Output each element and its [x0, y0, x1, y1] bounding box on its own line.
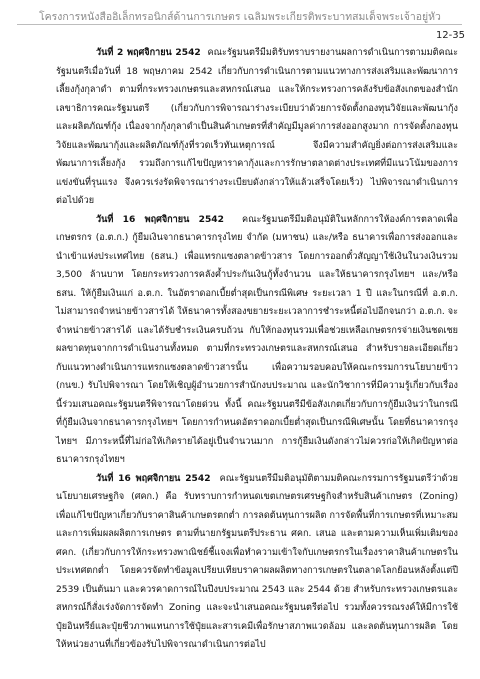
page-number: 12-35 [435, 30, 465, 41]
running-header-title: โครงการหนังสืออิเล็กทรอนิกส์ด้านการเกษตร เฉลิมพระเกียรติพระบาทสมเด็จพระเจ้าอยู่หัว [39, 11, 441, 23]
paragraph-text: คณะรัฐมนตรีมีมติรับทราบรายงานผลการดำเนินการตามมติคณะรัฐมนตรีเมื่อวันที่ 18 พฤษภาคม 2542 เกี่ยวกับการดำเนินการตามแนวทางการส่งเสริมและพัฒนาการเลี้ยงกุ้งกุลาดำ ตามที่กระทรวงเกษตรและสหกรณ์เสนอ และให้กระทรวงการคลังรับข้อสังเกตของสำนักเลขาธิการคณะรัฐมนตรี (เกี่ยวกับการพิจารณาร่างระเบียบว่าด้วยการจัดตั้งกองทุนวิจัยและพัฒนากุ้ง และผลิตภัณฑ์กุ้ง เนื่องจากกุ้งกุลาดำเป็นสินค้าเกษตรที่สำคัญมีมูลค่าการส่งออกสูงมาก การจัดตั้งกองทุนวิจัยและพัฒนากุ้งและผลิตภัณฑ์กุ้งที่รวดเร็วทันเหตุการณ์ จึงมีความสำคัญยิ่งต่อการส่งเสริมและพัฒนาการเลี้ยงกุ้ง รวมถึงการแก้ไขปัญหาราคากุ้งและการรักษาตลาดต่างประเทศที่มีแนวโน้มของการแข่งขันที่รุนแรง จึงควรเร่งรัดพิจารณาร่างระเบียบดังกล่าวให้แล้วเสร็จโดยเร็ว) ไปพิจารณาดำเนินการต่อไปด้วย [56, 48, 458, 206]
paragraph-resolution-16-nov-1999-zoning [56, 470, 458, 655]
paragraph-date: วันที่ 16 พฤศจิกายน 2542 [96, 214, 224, 225]
paragraph-text: คณะรัฐมนตรีมีมติอนุมัติในหลักการให้องค์การตลาดเพื่อเกษตรกร (อ.ต.ก.) กู้ยืมเงินจากธนาคารกรุงไทย จำกัด (มหาชน) และ/หรือ ธนาคารเพื่อการส่งออกและนำเข้าแห่งประเทศไทย (ธสน.) เพื่อแทรกแซงตลาดข้าวสาร โดยการออกตั๋วสัญญาใช้เงินในวงเงินรวม 3,500 ล้านบาท โดยกระทรวงการคลังค้ำประกันเงินกู้ทั้งจำนวน และให้ธนาคารกรุงไทยฯ และ/หรือ ธสน. ให้กู้ยืมเงินแก่ อ.ต.ก. ในอัตราดอกเบี้ยต่ำสุดเป็นกรณีพิเศษ ระยะเวลา 1 ปี และในกรณีที่ อ.ต.ก. ไม่สามารถจำหน่ายข้าวสารได้ ให้ธนาคารทั้งสองขยายระยะเวลาการชำระหนี้ต่อไปอีกจนกว่า อ.ต.ก. จะจำหน่ายข้าวสารได้ และได้รับชำระเงินครบถ้วน กับให้กองทุนรวมเพื่อช่วยเหลือเกษตรกรจ่ายเงินชดเชยผลขาดทุนจากการดำเนินงานทั้งหมด ตามที่กระทรวงเกษตรและสหกรณ์เสนอ สำหรับรายละเอียดเกี่ยวกับแนวทางดำเนินการแทรกแซงตลาดข้าวสารนั้น เพื่อความรอบคอบให้คณะกรรมการนโยบายข้าว (กนข.) รับไปพิจารณา โดยให้เชิญผู้อำนวยการสำนักงบประมาณ และนักวิชาการที่มีความรู้เกี่ยวกับเรื่องนี้ร่วมเสนอคณะรัฐมนตรีพิจารณาโดยด่วน ทั้งนี้ คณะรัฐมนตรีมีข้อสังเกตเกี่ยวกับการกู้ยืมเงินว่าในกรณีที่กู้ยืมเงินจากธนาคารกรุงไทยฯ โดยการกำหนดอัตราดอกเบี้ยต่ำสุดเป็นกรณีพิเศษนั้น โดยที่ธนาคารกรุงไทยฯ มีภาระหนี้ที่ไม่ก่อให้เกิดรายได้อยู่เป็นจำนวนมาก การกู้ยืมเงินดังกล่าวไม่ควรก่อให้เกิดปัญหาต่อธนาคารกรุงไทยฯ [56, 214, 458, 465]
document-body [56, 44, 458, 655]
header-divider [17, 24, 462, 25]
paragraph-text: คณะรัฐมนตรีมีมติอนุมัติตามมติคณะกรรมการรัฐมนตรีว่าด้วยนโยบายเศรษฐกิจ (ศคก.) คือ รับทราบการกำหนดเขตเกษตรเศรษฐกิจสำหรับสินค้าเกษตร (Zoning) เพื่อแก้ไขปัญหาเกี่ยวกับราคาสินค้าเกษตรตกต่ำ การลดต้นทุนการผลิต การจัดพื้นที่การเกษตรที่เหมาะสม และการเพิ่มผลผลิตการเกษตร ตามที่นายกรัฐมนตรีประธาน ศคก. เสนอ และตามความเห็นเพิ่มเติมของ ศคก. (เกี่ยวกับการให้กระทรวงพาณิชย์ชี้แจงเพื่อทำความเข้าใจกับเกษตรกรในเรื่องราคาสินค้าเกษตรในประเทศตกต่ำ โดยควรจัดทำข้อมูลเปรียบเทียบราคาผลผลิตทางการเกษตรในตลาดโลกย้อนหลังตั้งแต่ปี 2539 เป็นต้นมา และควรคาดการณ์ในปีงบประมาณ 2543 และ 2544 ด้วย สำหรับกระทรวงเกษตรและสหกรณ์ก็สั่งเร่งจัดการจัดทำ Zoning และจะนำเสนอคณะรัฐมนตรีต่อไป รวมทั้งควรรณรงค์ให้มีการใช้ปุ๋ยอินทรีย์และปุ๋ยชีวภาพแทนการใช้ปุ๋ยและสารเคมีเพื่อรักษาสภาพแวดล้อม และลดต้นทุนการผลิต โดยให้หน่วยงานที่เกี่ยวข้องรับไปพิจารณาดำเนินการต่อไป [56, 473, 458, 650]
paragraph-date: วันที่ 16 พฤศจิกายน 2542 [96, 473, 211, 484]
paragraph-date: วันที่ 2 พฤศจิกายน 2542 [96, 48, 201, 58]
paragraph-resolution-2-nov-1999 [56, 44, 458, 211]
paragraph-resolution-16-nov-1999-rice [56, 211, 458, 470]
